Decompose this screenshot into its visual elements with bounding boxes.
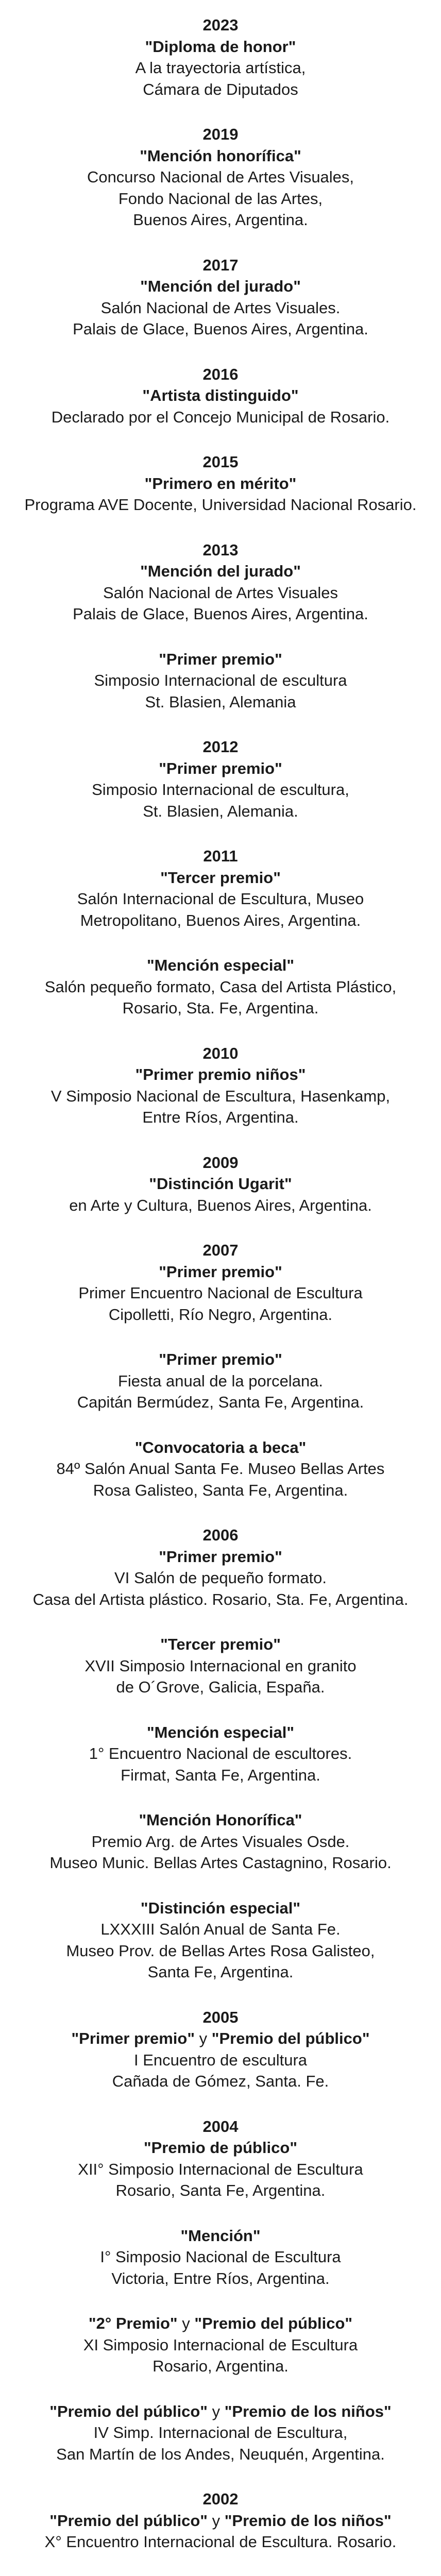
conjunction: y <box>177 2314 195 2332</box>
award-name: "Primer premio niños" <box>135 1065 306 1083</box>
award-detail-line: en Arte y Cultura, Buenos Aires, Argentina. <box>69 1196 372 1214</box>
conjunction: y <box>208 2511 225 2530</box>
award-name: "Mención del jurado" <box>140 562 301 580</box>
year-group <box>0 736 441 822</box>
conjunction: y <box>208 2402 225 2420</box>
award-title <box>0 2028 441 2049</box>
award-entry <box>0 1349 441 1413</box>
award-name: "Mención honorífica" <box>140 146 301 165</box>
award-entry <box>0 1173 441 1216</box>
award-detail-line: Concurso Nacional de Artes Visuales, <box>87 168 354 186</box>
award-name: "Mención del jurado" <box>140 277 301 295</box>
year-group <box>0 845 441 1019</box>
award-detail-line: Primer Encuentro Nacional de Escultura <box>78 1284 363 1302</box>
award-detail-line: San Martín de los Andes, Neuquén, Argentina. <box>56 2445 385 2463</box>
year-group <box>0 2116 441 2465</box>
year-heading: 2015 <box>202 453 239 471</box>
award-title <box>0 36 441 58</box>
award-entry <box>0 2510 441 2553</box>
award-title <box>0 561 441 582</box>
year-heading: 2002 <box>202 2490 239 2508</box>
year-heading: 2019 <box>202 125 239 143</box>
award-entry <box>0 867 441 931</box>
award-detail-line: St. Blasien, Alemania. <box>143 802 298 820</box>
award-title <box>0 1809 441 1831</box>
award-detail-line: 84º Salón Anual Santa Fe. Museo Bellas Artes <box>56 1460 385 1478</box>
award-detail-line: Rosario, Sta. Fe, Argentina. <box>122 999 319 1017</box>
award-detail-line: Salón Nacional de Artes Visuales. <box>100 298 341 317</box>
award-title <box>0 385 441 406</box>
year-group <box>0 255 441 340</box>
award-detail-line: Premio Arg. de Artes Visuales Osde. <box>91 1832 350 1851</box>
award-entry <box>0 561 441 625</box>
award-detail-line: Victoria, Entre Ríos, Argentina. <box>111 2269 330 2287</box>
award-detail-line: XII° Simposio Internacional de Escultura <box>78 2160 363 2178</box>
award-detail-line: A la trayectoria artística, <box>135 59 306 77</box>
year-heading: 2016 <box>202 365 239 383</box>
award-title <box>0 1634 441 1655</box>
award-entry <box>0 2028 441 2092</box>
year-heading: 2011 <box>203 847 238 865</box>
award-detail-line: Cañada de Gómez, Santa. Fe. <box>112 2072 329 2090</box>
award-detail-line: Buenos Aires, Argentina. <box>133 211 308 229</box>
award-name: "Tercer premio" <box>160 1635 281 1653</box>
award-detail-line: Simposio Internacional de escultura <box>94 671 347 689</box>
award-detail-line: IV Simp. Internacional de Escultura, <box>93 2424 348 2442</box>
year-group <box>0 124 441 231</box>
award-title <box>0 1349 441 1370</box>
award-detail-line: X° Encuentro Internacional de Escultura. Rosario. <box>44 2533 397 2551</box>
year-group <box>0 2488 441 2576</box>
award-detail-line: Salón Nacional de Artes Visuales <box>103 583 338 602</box>
award-entry <box>0 385 441 428</box>
award-entry <box>0 2225 441 2290</box>
award-detail-line: Palais de Glace, Buenos Aires, Argentina. <box>73 320 368 338</box>
award-title <box>0 145 441 167</box>
award-entry <box>0 2137 441 2201</box>
award-detail-line: I° Simposio Nacional de Escultura <box>100 2248 341 2266</box>
award-detail-line: Rosa Galisteo, Santa Fe, Argentina. <box>93 1481 348 1499</box>
award-detail-line: Museo Munic. Bellas Artes Castagnino, Rosario. <box>49 1854 392 1872</box>
award-name: "Mención Honorífica" <box>139 1811 302 1829</box>
award-title <box>0 1437 441 1459</box>
award-detail-line: XVII Simposio Internacional en granito <box>84 1656 357 1675</box>
year-heading: 2010 <box>202 1044 239 1062</box>
year-group <box>0 1240 441 1501</box>
award-name: "Primer premio" <box>159 1262 282 1281</box>
award-entry <box>0 1064 441 1128</box>
award-entry <box>0 36 441 100</box>
award-detail-line: XI Simposio Internacional de Escultura <box>83 2335 358 2354</box>
award-entry <box>0 473 441 516</box>
award-detail-line: 1° Encuentro Nacional de escultores. <box>89 1744 352 1762</box>
award-entry <box>0 1809 441 1874</box>
award-title <box>0 2137 441 2159</box>
conjunction: y <box>195 2029 212 2047</box>
award-detail-line: Entre Ríos, Argentina. <box>142 1108 299 1126</box>
award-title <box>0 2401 441 2422</box>
award-entry <box>0 1261 441 1326</box>
year-heading: 2004 <box>202 2117 239 2136</box>
award-title <box>0 1722 441 1743</box>
award-entry <box>0 955 441 1019</box>
award-detail-line: de O´Grove, Galicia, España. <box>116 1678 325 1696</box>
award-title <box>0 2225 441 2247</box>
year-heading: 2005 <box>202 2008 239 2026</box>
award-detail-line: Salón Internacional de Escultura, Museo <box>77 890 364 908</box>
year-group <box>0 539 441 713</box>
award-name: "Primer premio" <box>159 1350 282 1368</box>
award-detail-line: Rosario, Santa Fe, Argentina. <box>115 2181 326 2199</box>
award-entry <box>0 1722 441 1786</box>
award-detail-line: Firmat, Santa Fe, Argentina. <box>121 1766 320 1784</box>
year-heading: 2023 <box>202 16 239 34</box>
award-detail-line: Declarado por el Concejo Municipal de Rosario. <box>51 408 390 426</box>
year-group <box>0 1152 441 1216</box>
award-detail-line: Palais de Glace, Buenos Aires, Argentina. <box>73 605 368 623</box>
award-name: "Premio del público" <box>211 2029 370 2047</box>
award-entry <box>0 1634 441 1698</box>
award-detail-line: Salón pequeño formato, Casa del Artista Plástico, <box>44 977 397 996</box>
award-name: "2° Premio" <box>88 2314 178 2332</box>
award-name: "Distinción especial" <box>140 1899 301 1917</box>
award-name: "Mención especial" <box>146 1723 295 1741</box>
year-group <box>0 2007 441 2092</box>
award-title <box>0 1173 441 1195</box>
award-detail-line: Cámara de Diputados <box>143 80 298 98</box>
award-title <box>0 2510 441 2532</box>
award-entry <box>0 1437 441 1501</box>
award-title <box>0 649 441 670</box>
award-name: "Premio de los niños" <box>224 2402 392 2420</box>
award-title <box>0 1261 441 1283</box>
award-name: "Primer premio" <box>159 1547 282 1566</box>
award-name: "Mención especial" <box>146 956 295 974</box>
award-detail-line: Santa Fe, Argentina. <box>147 1963 294 1981</box>
award-title <box>0 1546 441 1568</box>
award-name: "Primer premio" <box>159 759 282 777</box>
award-detail-line: LXXXIII Salón Anual de Santa Fe. <box>100 1920 341 1938</box>
award-title <box>0 955 441 976</box>
award-detail-line: Cipolletti, Río Negro, Argentina. <box>108 1305 333 1324</box>
award-name: "Premio del público" <box>49 2402 208 2420</box>
award-name: "Premio del público" <box>194 2314 353 2332</box>
award-name: "Premio de los niños" <box>224 2511 392 2530</box>
award-detail-line: Simposio Internacional de escultura, <box>92 781 349 799</box>
award-entry <box>0 145 441 231</box>
award-name: "Primer premio" <box>159 650 282 668</box>
award-detail-line: Programa AVE Docente, Universidad Nacional Rosario. <box>24 496 417 514</box>
year-heading: 2017 <box>202 256 239 274</box>
award-name: "Primero en mérito" <box>144 474 297 493</box>
award-title <box>0 758 441 779</box>
award-detail-line: Rosario, Argentina. <box>152 2357 289 2375</box>
award-name: "Premio del público" <box>49 2511 208 2530</box>
award-detail-line: St. Blasien, Alemania <box>145 692 296 711</box>
year-group <box>0 14 441 100</box>
award-title <box>0 867 441 889</box>
year-heading: 2013 <box>202 540 239 559</box>
award-detail-line: VI Salón de pequeño formato. <box>114 1569 327 1587</box>
year-heading: 2012 <box>202 738 239 756</box>
award-detail-line: Metropolitano, Buenos Aires, Argentina. <box>80 911 361 929</box>
award-detail-line: Fiesta anual de la porcelana. <box>117 1371 324 1390</box>
award-name: "Convocatoria a beca" <box>134 1438 307 1456</box>
award-title <box>0 473 441 495</box>
award-name: "Primer premio" <box>71 2029 195 2047</box>
year-group <box>0 1524 441 1983</box>
award-entry <box>0 2401 441 2465</box>
year-group <box>0 1043 441 1128</box>
award-detail-line: Casa del Artista plástico. Rosario, Sta. Fe, Argentina. <box>32 1590 409 1608</box>
award-name: "Distinción Ugarit" <box>149 1175 292 1193</box>
award-name: "Diploma de honor" <box>145 37 296 56</box>
year-group <box>0 364 441 428</box>
year-heading: 2006 <box>202 1526 239 1544</box>
award-name: "Artista distinguido" <box>142 386 299 404</box>
award-detail-line: Capitán Bermúdez, Santa Fe, Argentina. <box>77 1393 364 1411</box>
award-entry <box>0 276 441 340</box>
award-name: "Mención" <box>180 2226 261 2245</box>
award-title <box>0 1897 441 1919</box>
award-name: "Premio de público" <box>143 2139 298 2157</box>
year-group <box>0 451 441 516</box>
award-entry <box>0 1897 441 1983</box>
award-detail-line: V Simposio Nacional de Escultura, Hasenkamp, <box>50 1087 391 1105</box>
award-detail-line: I Encuentro de escultura <box>133 2050 308 2069</box>
award-detail-line: Fondo Nacional de las Artes, <box>118 189 323 208</box>
award-title <box>0 276 441 297</box>
award-entry <box>0 758 441 822</box>
award-entry <box>0 649 441 713</box>
award-entry <box>0 2313 441 2377</box>
award-detail-line: Museo Prov. de Bellas Artes Rosa Galisteo, <box>66 1941 375 1960</box>
year-heading: 2009 <box>202 1153 239 1172</box>
award-entry <box>0 1546 441 1611</box>
award-title <box>0 2313 441 2334</box>
award-title <box>0 1064 441 1086</box>
award-name: "Tercer premio" <box>160 868 281 887</box>
year-heading: 2007 <box>202 1241 239 1259</box>
